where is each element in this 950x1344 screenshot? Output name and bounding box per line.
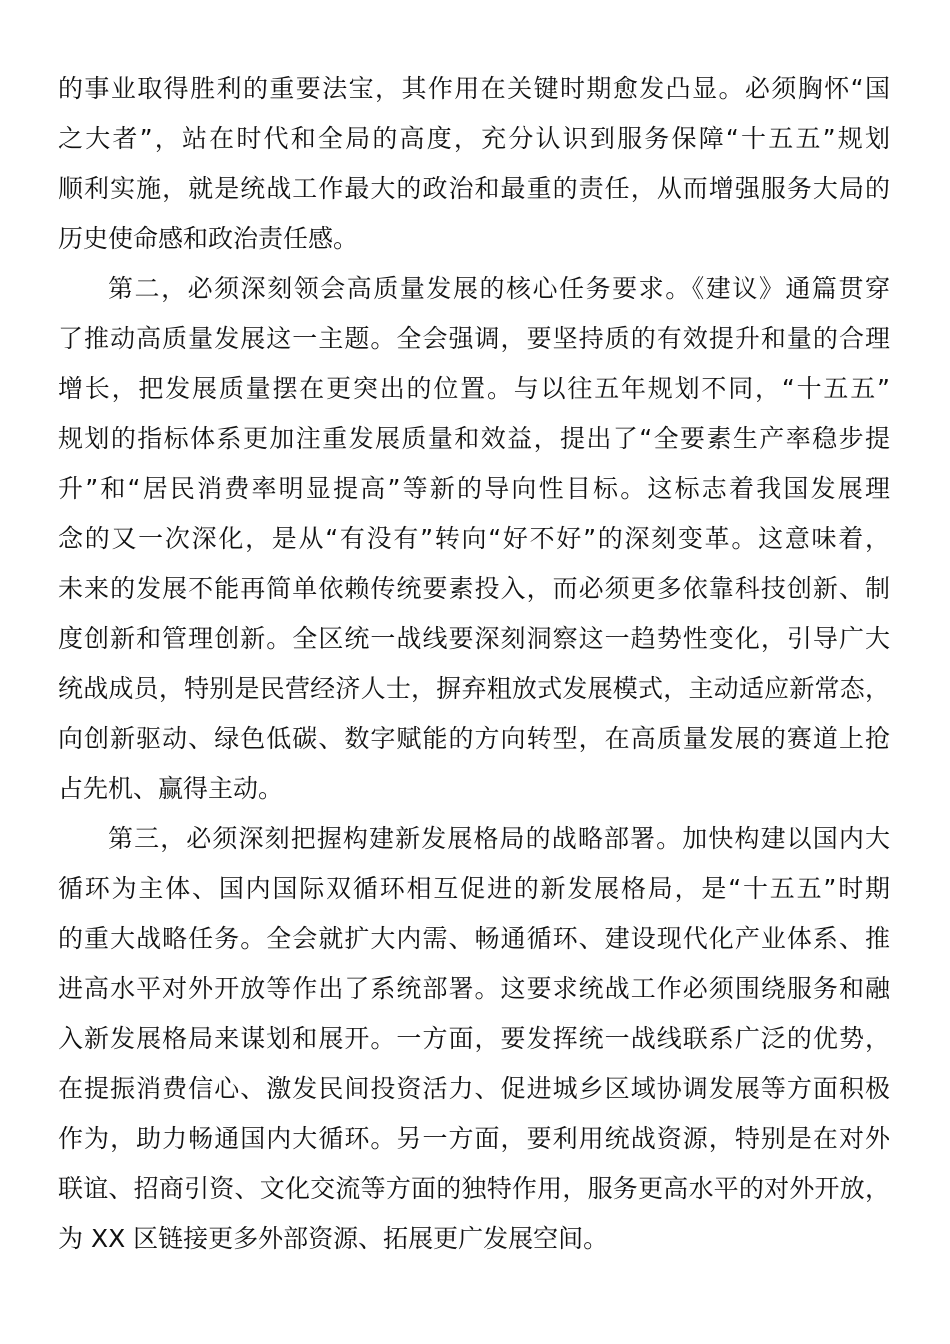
text-line: 规划的指标体系更加注重发展质量和效益，提出了“全要素生产率稳步提 xyxy=(58,424,890,453)
text-line: 为 XX 区链接更多外部资源、拓展更广发展空间。 xyxy=(58,1224,609,1253)
text-line: 入新发展格局来谋划和展开。一方面，要发挥统一战线联系广泛的优势， xyxy=(58,1024,890,1053)
text-line: 增长，把发展质量摆在更突出的位置。与以往五年规划不同，“十五五” xyxy=(58,374,890,403)
text-line: 统战成员，特别是民营经济人士，摒弃粗放式发展模式，主动适应新常态， xyxy=(58,674,890,703)
text-line: 循环为主体、国内国际双循环相互促进的新发展格局，是“十五五”时期 xyxy=(58,874,890,903)
text-line: 向创新驱动、绿色低碳、数字赋能的方向转型，在高质量发展的赛道上抢 xyxy=(58,724,890,753)
text-line: 了推动高质量发展这一主题。全会强调，要坚持质的有效提升和量的合理 xyxy=(58,324,890,353)
text-line: 的重大战略任务。全会就扩大内需、畅通循环、建设现代化产业体系、推 xyxy=(58,924,890,953)
text-line: 第二，必须深刻领会高质量发展的核心任务要求。《建议》通篇贯穿 xyxy=(108,274,890,303)
text-line: 占先机、赢得主动。 xyxy=(58,774,284,803)
text-line: 之大者”，站在时代和全局的高度，充分认识到服务保障“十五五”规划 xyxy=(58,124,890,153)
text-line: 第三，必须深刻把握构建新发展格局的战略部署。加快构建以国内大 xyxy=(108,824,890,853)
text-line: 进高水平对外开放等作出了系统部署。这要求统战工作必须围绕服务和融 xyxy=(58,974,890,1003)
paragraph-3 xyxy=(58,814,890,1264)
paragraph-1 xyxy=(58,64,890,264)
text-line: 顺利实施，就是统战工作最大的政治和最重的责任，从而增强服务大局的 xyxy=(58,174,890,203)
text-line: 的事业取得胜利的重要法宝，其作用在关键时期愈发凸显。必须胸怀“国 xyxy=(58,74,890,103)
text-line: 未来的发展不能再简单依赖传统要素投入，而必须更多依靠科技创新、制 xyxy=(58,574,890,603)
text-line: 历史使命感和政治责任感。 xyxy=(58,224,359,253)
text-line: 念的又一次深化，是从“有没有”转向“好不好”的深刻变革。这意味着， xyxy=(58,524,890,553)
text-line: 升”和“居民消费率明显提高”等新的导向性目标。这标志着我国发展理 xyxy=(58,474,890,503)
text-line: 度创新和管理创新。全区统一战线要深刻洞察这一趋势性变化，引导广大 xyxy=(58,624,890,653)
text-line: 作为，助力畅通国内大循环。另一方面，要利用统战资源，特别是在对外 xyxy=(58,1124,890,1153)
document-body xyxy=(58,64,890,1264)
text-line: 联谊、招商引资、文化交流等方面的独特作用，服务更高水平的对外开放， xyxy=(58,1174,890,1203)
text-line: 在提振消费信心、激发民间投资活力、促进城乡区域协调发展等方面积极 xyxy=(58,1074,890,1103)
paragraph-2 xyxy=(58,264,890,814)
